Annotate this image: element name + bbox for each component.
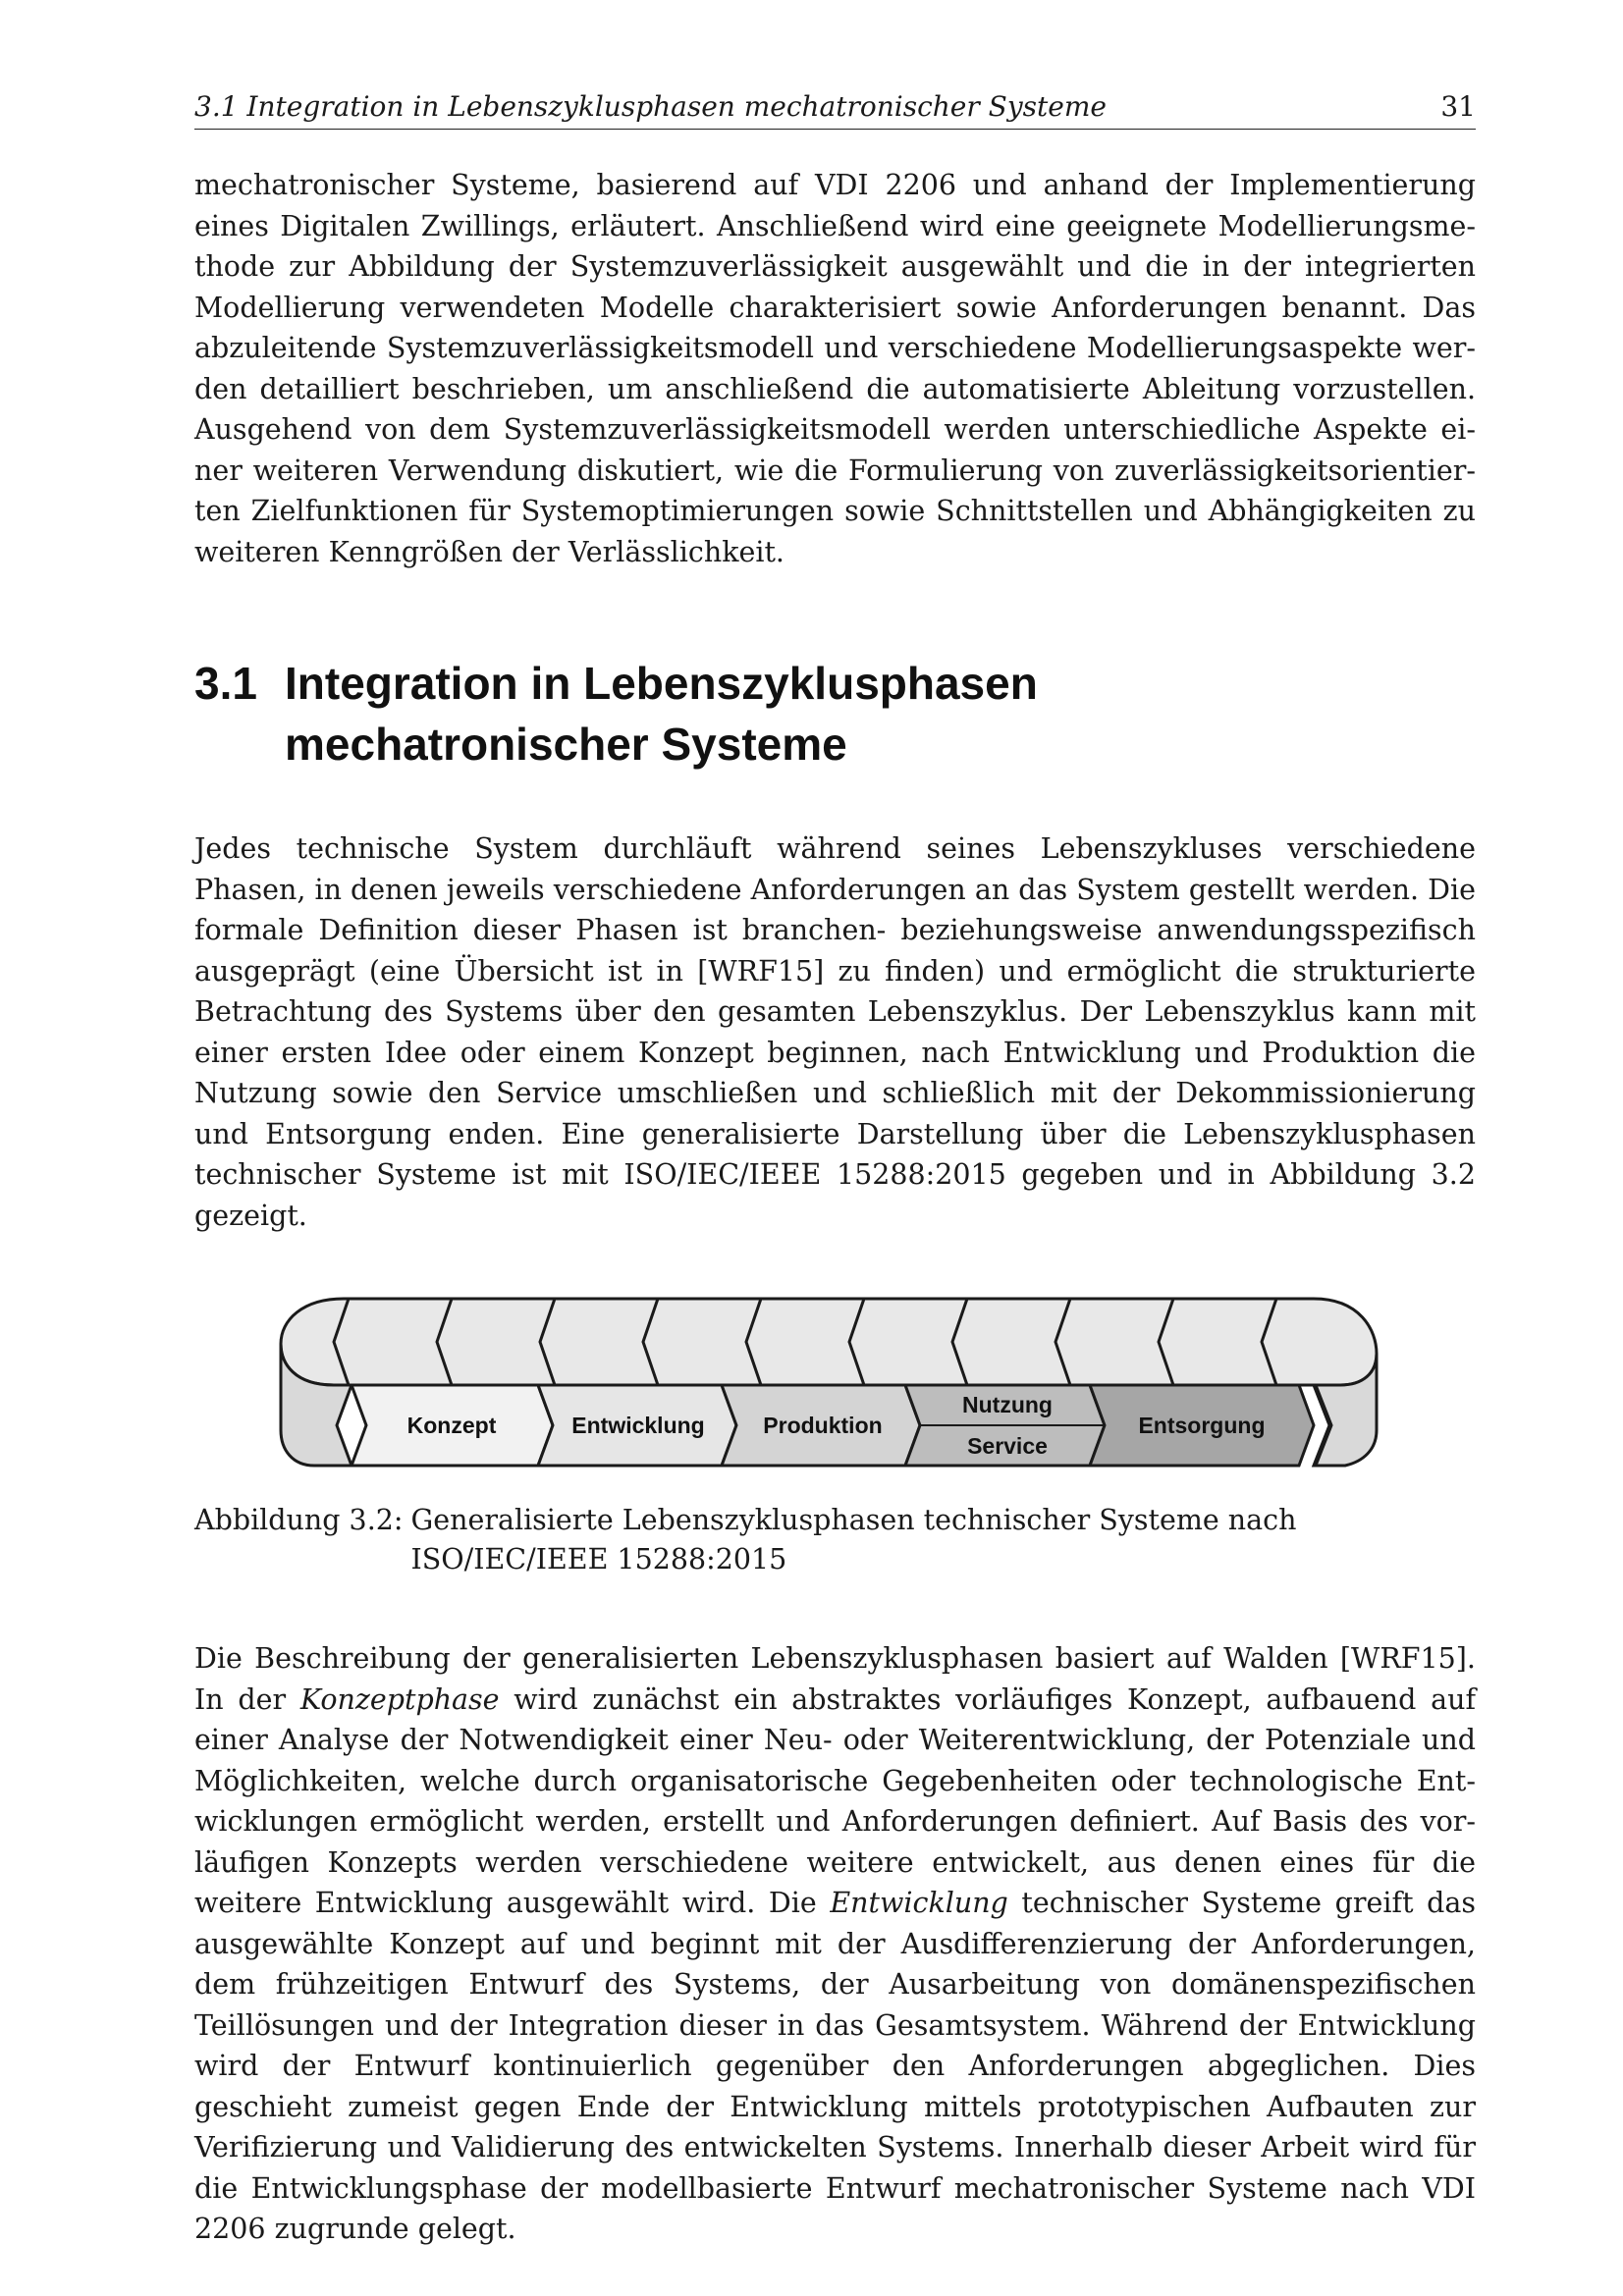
label-konzept: Konzept [406,1413,497,1438]
caption-label: Abbildung 3.2: [194,1504,404,1536]
label-entwicklung: Entwicklung [571,1413,705,1438]
term-entwicklung: Entwicklung [830,1887,1008,1919]
lifecycle-diagram [275,1293,1384,1468]
paragraph-lifecycle-intro: Jedes technische System durchläuft während seines Lebenszykluses verschiedene Phasen, in denen jeweils verschiedene Anforderungen an das System gestellt werden. Die formale Definition dieser Phasen ist branchen- beziehungsweise anwendungsspezifisch ausgeprägt (eine Übersicht ist in [WRF15] zu finden) und ermöglicht die strukturierte Betrachtung des Systems über den gesamten Lebenszyklus. Der Lebenszyklus kann mit einer ersten Idee oder einem Konzept beginnen, nach Entwicklung und Produktion die Nutzung sowie den Service umschließen und schließlich mit der Dekommissionierung und Entsorgung enden. Eine generalisierte Darstellung über die Lebenszyklusphasen technischer Systeme ist mit ISO/IEC/IEEE 15288:2015 gegeben und in Abbildung 3.2 gezeigt. [194,832,1476,1232]
section-title [285,653,1038,774]
figure-caption [194,1501,1476,1579]
label-service: Service [967,1433,1048,1459]
running-head-title: 3.1 Integration in Lebenszyklusphasen mechatronischer Systeme [194,90,1107,123]
intro-paragraph: mechatronischer Systeme, basierend auf VDI 2206 und anhand der Implementierung eines Digitalen Zwillings, erläutert. Anschließend wird eine geeignete Modellierungsmethode zur Abbildung der Systemzuverlässigkeit ausgewählt und die in der integrierten Modellierung verwendeten Modelle charakterisiert sowie Anforderungen benannt. Das abzuleitende Systemzuverlässigkeitsmodell und verschiedene Modellierungsaspekte werden detailliert beschrieben, um anschließend die automatisierte Ableitung vorzustellen. Ausgehend von dem Systemzuverlässigkeitsmodell werden unterschiedliche Aspekte einer weiteren Verwendung diskutiert, wie die Formulierung von zuverlässigkeitsorientierten Zielfunktionen für Systemoptimierungen sowie Schnittstellen und Abhängigkeiten zu weiteren Kenngrößen der Verlässlichkeit. [194,169,1476,568]
term-konzeptphase: Konzeptphase [299,1682,500,1716]
p3-text-1: Die Beschreibung der generalisierten Lebenszyklusphasen basiert auf Walden [WRF15]. In der [194,1642,1476,1716]
label-nutzung: Nutzung [962,1392,1053,1417]
p3-text-3: technischer Systeme greift das ausgewählte Konzept auf und beginnt mit der Ausdifferenzierung der Anforderungen, dem frühzeitigen Entwurf des Systems, der Ausarbeitung von domänenspezifischen Teillösungen und der Integration dieser in das Gesamtsystem. Während der Entwicklung wird der Entwurf kontinuierlich gegenüber den Anforderungen abgeglichen. Dies geschieht zumeist gegen Ende der Entwicklung mittels prototypischen Aufbauten zur Verifizierung und Validierung des entwickelten Systems. Innerhalb dieser Arbeit wird für die Entwicklungsphase der modellbasierte Entwurf mechatronischer Systeme nach VDI 2206 zugrunde gelegt. [194,1887,1476,2245]
label-entsorgung: Entsorgung [1138,1413,1266,1438]
running-head [194,90,1476,130]
section-title-line1: Integration in Lebenszyklusphasen [285,658,1038,709]
section-number: 3.1 [194,658,257,709]
lifecycle-figure [194,1293,1476,1468]
label-produktion: Produktion [763,1413,883,1438]
section-title-line2: mechatronischer Systeme [285,719,847,770]
page-number: 31 [1440,90,1476,123]
band-top [281,1299,1377,1385]
paragraph-walden [194,1638,1476,2250]
p3-text-2: wird zunächst ein abstraktes vorläufiges Konzept, aufbauend auf einer Analyse der Notwendigkeit einer Neu- oder Weiterentwicklung, der Potenziale und Möglichkeiten, welche durch organisatorische Gegebenheiten oder technologische Entwicklungen ermöglicht werden, erstellt und Anforderungen definiert. Auf Basis des vorläufigen Konzepts werden verschiedene weitere entwickelt, aus denen eines für die weitere Entwicklung ausgewählt wird. Die [194,1682,1477,1919]
caption-text: Generalisierte Lebenszyklusphasen technischer Systeme nach ISO/IEC/IEEE 15288:2015 [410,1504,1297,1575]
section-heading [194,653,1476,774]
page [194,90,1476,2250]
